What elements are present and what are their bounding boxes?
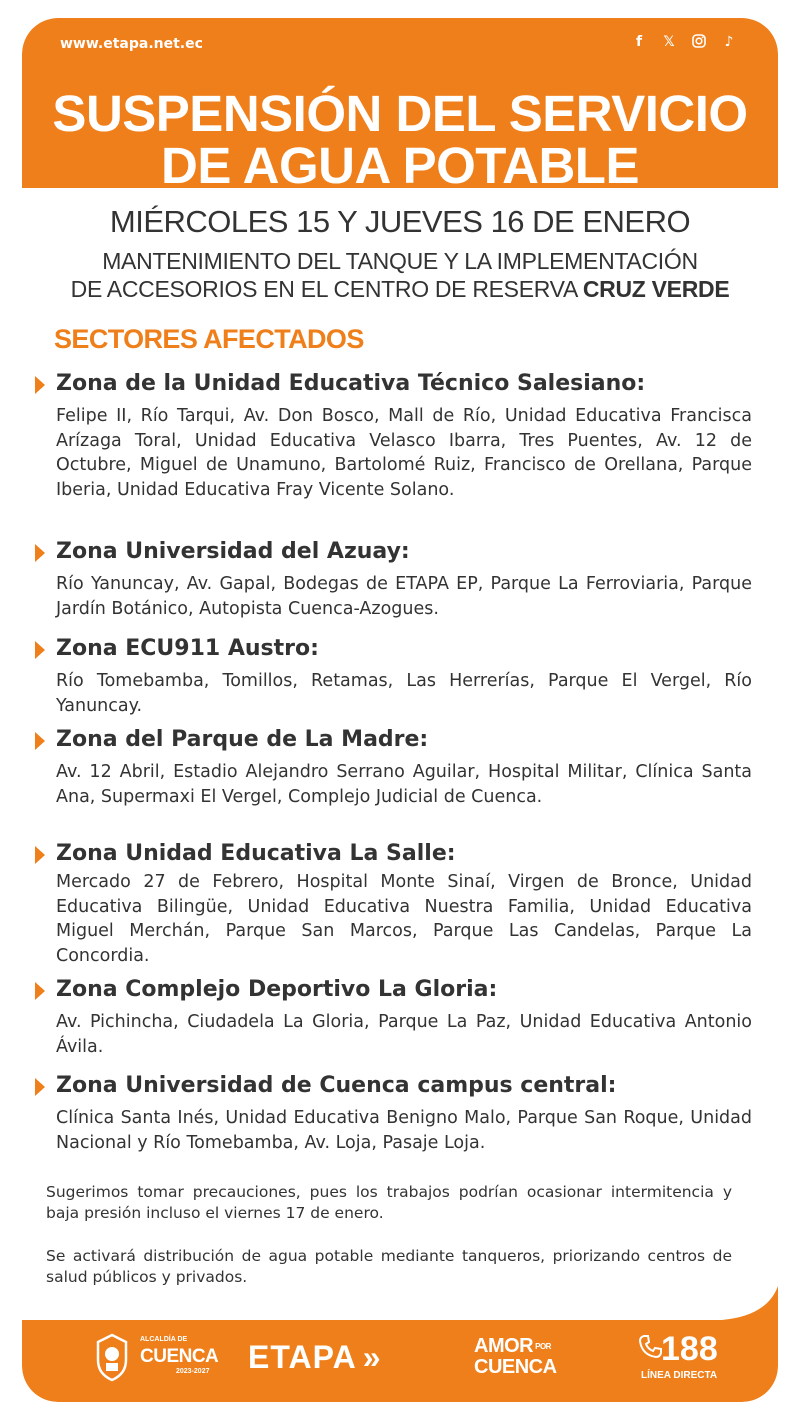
zone-title-row [32,976,752,1004]
line-label: LÍNEA DIRECTA [641,1370,718,1381]
zone-details: Felipe II, Río Tarqui, Av. Don Bosco, Mall de Río, Unidad Educativa Francisca Arízaga Toral, Unidad Educativa Velasco Ibarra, Tres Puentes, Av. 12 de Octubre, Miguel de Unamuno, Bartolomé Ruiz, Francisco de Orellana, Parque Iberia, Unidad Educativa Fray Vicente Solano. [56,406,752,500]
main-title-line-1: SUSPENSIÓN DEL SERVICIO [52,85,748,142]
zone-title-row [32,1072,752,1100]
amor-cuenca-label: CUENCA [474,1355,557,1378]
zone-title-row [32,538,752,566]
amor-label: AMOR [474,1335,534,1357]
etapa-logo [248,1339,382,1376]
arrow-icon [35,732,45,750]
sectors-heading: SECTORES AFECTADOS [54,324,364,354]
dates-heading: MIÉRCOLES 15 Y JUEVES 16 DE ENERO [109,204,691,239]
zone-title: Zona del Parque de La Madre: [56,727,429,752]
amor-por-cuenca-logo [474,1336,557,1377]
zone-title: Zona Universidad de Cuenca campus central: [56,1073,617,1098]
cuenca-years: 2023-2027 [176,1368,210,1375]
zone-title-row [32,635,752,663]
zone-details: Clínica Santa Inés, Unidad Educativa Benigno Malo, Parque San Roque, Unidad Nacional y Río Tomebamba, Av. Loja, Pasaje Loja. [56,1108,752,1153]
zone-title-row [32,370,752,398]
zone-item [32,538,752,621]
subtitle-line-1: MANTENIMIENTO DEL TANQUE Y LA IMPLEMENTACIÓN [102,248,698,274]
zone-details: Av. 12 Abril, Estadio Alejandro Serrano Aguilar, Hospital Militar, Clínica Santa Ana, Supermaxi El Vergel, Complejo Judicial de Cuenca. [56,762,752,807]
etapa-label: ETAPA [248,1339,357,1375]
arrow-icon [35,1078,45,1096]
zone-item [32,1072,752,1155]
arrow-icon [35,376,45,394]
announcement-card [22,18,778,1402]
zone-title: Zona Complejo Deportivo La Gloria: [56,977,498,1002]
zone-title: Zona Universidad del Azuay: [56,539,410,564]
zone-item [32,726,752,809]
zone-details: Río Yanuncay, Av. Gapal, Bodegas de ETAPA EP, Parque La Ferroviaria, Parque Jardín Botánico, Autopista Cuenca-Azogues. [56,574,752,619]
zone-item [32,635,752,718]
website-link[interactable]: www.etapa.net.ec [60,36,203,52]
zone-details: Mercado 27 de Febrero, Hospital Monte Sinaí, Virgen de Bronce, Unidad Educativa Bilingüe, Unidad Educativa Nuestra Familia, Unidad Educativa Miguel Merchán, Parque San Marcos, Parque Las Candelas, Parque La Concordia. [56,872,752,966]
instagram-icon[interactable] [690,34,708,52]
main-title-line-2: DE AGUA POTABLE [161,137,639,194]
zone-title-row [32,726,752,754]
zone-item [32,840,752,968]
zone-title: Zona Unidad Educativa La Salle: [56,841,456,866]
arrow-icon [35,641,45,659]
double-chevron-icon: » [362,1339,382,1375]
zone-item [32,370,752,502]
line-number: 188 [661,1330,718,1368]
header-banner [22,18,778,194]
zone-details: Av. Pichincha, Ciudadela La Gloria, Parque La Paz, Unidad Educativa Antonio Ávila. [56,1012,752,1057]
zone-title: Zona de la Unidad Educativa Técnico Salesiano: [56,371,646,396]
zone-title: Zona ECU911 Austro: [56,636,319,661]
arrow-icon [35,544,45,562]
cuenca-label: CUENCA [140,1346,219,1367]
social-icons [630,34,738,52]
distribution-note: Se activará distribución de agua potable mediante tanqueros, priorizando centros de salud públicos y privados. [46,1247,732,1286]
zone-details: Río Tomebamba, Tomillos, Retamas, Las Herrerías, Parque El Vergel, Río Yanuncay. [56,671,752,716]
arrow-icon [35,982,45,1000]
subtitle-line-2 [22,276,778,303]
amor-line [474,1336,557,1357]
reserve-name: CRUZ VERDE [582,276,730,302]
precaution-note: Sugerimos tomar precauciones, pues los trabajos podrían ocasionar intermitencia y baja presión incluso el viernes 17 de enero. [46,1183,732,1222]
alcaldia-label: ALCALDÍA DE [140,1336,188,1343]
zone-item [32,976,752,1059]
x-icon[interactable]: 𝕏 [663,34,675,50]
subtitle-line-2-text: DE ACCESORIOS EN EL CENTRO DE RESERVA [70,276,577,302]
zone-title-row [32,840,752,868]
facebook-icon[interactable]: f [635,34,643,50]
por-label: POR [535,1341,551,1351]
cuenca-seal-icon [92,1332,132,1382]
arrow-icon [35,846,45,864]
tiktok-icon[interactable]: ♪ [724,34,734,50]
